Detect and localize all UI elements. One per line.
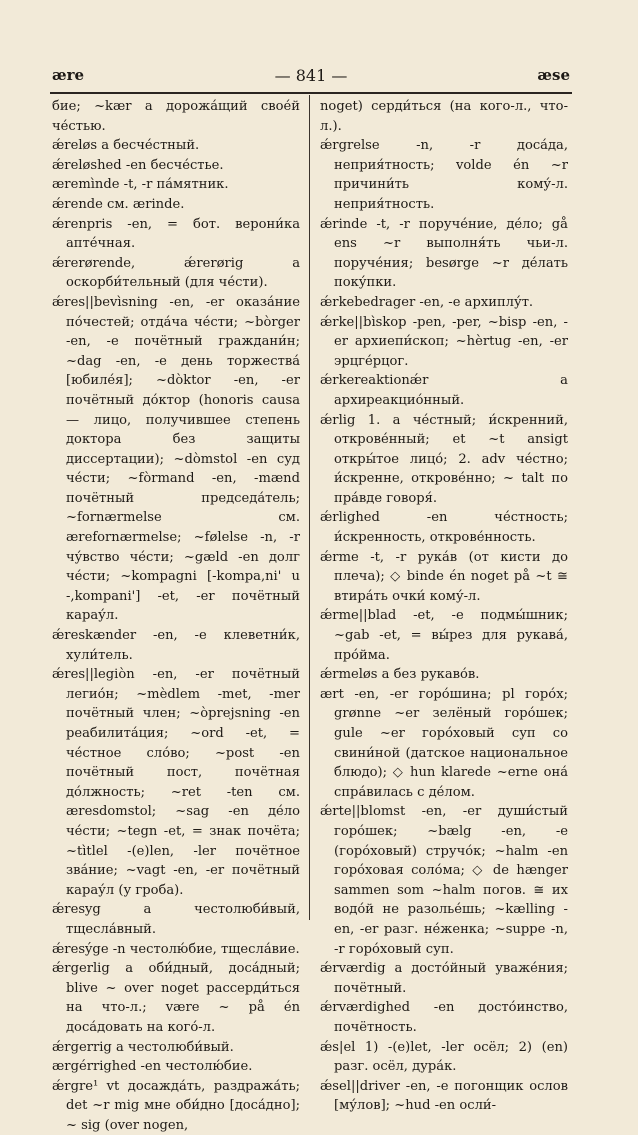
dictionary-entry: бие; ~kær a дорожа́щий свое́й че́стью. [52, 99, 300, 134]
dictionary-entry: ǽrende см. ærinde. [52, 196, 185, 212]
dictionary-entry: ǽrgerrig a честолюби́вый. [52, 1039, 234, 1055]
dictionary-entry: ǽrinde -t, -r поруче́ние, де́ло; gå ens ~r выполня́ть чьи-л. поруче́ния; besørge ~r де́лать поку́пки. [320, 216, 568, 291]
dictionary-entry: ǽres||bevìsning -en, -er оказа́ние по́честей; отда́ча че́сти; ~bòrger -en, -e почётный граждани́н; ~dag -en, -e день торжества́ [юбиле́я]; ~dòktor -en, -er почётный до́ктор (honoris causa — лицо, получившее степень доктора без защиты диссертации); ~dòmstol -en суд че́сти; ~fòrmand -en, -mænd почётный председа́тель; ~fornærmelse см. ærefornærmelse; ~følelse -n, -r чу́вство че́сти; ~gæld -en долг че́сти; ~kompagni [-kompa,ni' u -,kompani'] -et, -er почётный карау́л. [52, 294, 300, 624]
dictionary-entry: ǽresýge -n честолю́бие, тщесла́вие. [52, 941, 300, 957]
page-number: — 841 — [274, 66, 348, 85]
dictionary-entry: ǽrerørende, ǽrerørig a оскорби́тельный (для че́сти). [52, 255, 300, 291]
dictionary-entry: ǽrlighed -en че́стность; и́скренность, открове́нность. [320, 510, 568, 546]
dictionary-entry: ært -en, -er горо́шина; pl горо́х; grønne ~er зелёный горо́шек; gule ~er горо́ховый суп со свини́ной (датское национальное блюдо); ◇ hun klarede ~erne она́ спра́вилась с де́лом. [320, 686, 568, 800]
page-header [52, 66, 570, 88]
dictionary-entry: ǽrmeløs a без рукаво́в. [320, 667, 480, 683]
dictionary-entry: ǽs|el 1) -(e)let, -ler осёл; 2) (en) разг. осёл, дура́к. [320, 1039, 568, 1075]
dictionary-entry: ærgérrighed -en честолю́бие. [52, 1059, 253, 1075]
dictionary-entry: ǽrke||bìskop -pen, -per, ~bisp -en, -er архиепи́скоп; ~hèrtug -en, -er эрцге́рцог. [320, 314, 568, 369]
right-guide-word: æse [537, 66, 570, 84]
dictionary-entry: ǽrgre¹ vt досажда́ть, раздража́ть; det ~r mig мне оби́дно [доса́дно]; ~ sig (over nogen, [52, 1078, 300, 1133]
dictionary-entry: ǽrværdig a досто́йный уваже́ния; почётный. [320, 961, 568, 996]
column-divider [309, 95, 310, 920]
dictionary-entry: ǽsel||driver -en, -e погонщик ослов [му́лов]; ~hud -en осли́- [320, 1078, 568, 1114]
dictionary-entry: ǽrkebedrager -en, -e архиплу́т. [320, 294, 534, 310]
dictionary-entry: ǽrte||blomst -en, -er души́стый горо́шек; ~bælg -en, -e (горо́ховый) стручо́к; ~halm -en горо́ховая соло́ма; ◇ de hænger sammen som ~halm погов. ≅ их водо́й не разолье́шь; ~kælling -en, -er разг. не́женка; ~suppe -n, -r горо́ховый суп. [320, 804, 568, 957]
dictionary-entry: ǽreløs a бесче́стный. [52, 138, 200, 154]
dictionary-entry: ǽrgrelse -n, -r доса́да, неприя́тность; volde én ~r причини́ть кому́-л. неприя́тность. [320, 138, 568, 212]
dictionary-entry: ǽrværdighed -en досто́инство, почётность. [320, 1000, 568, 1035]
dictionary-entry: ǽresyg a честолюби́вый, тщесла́вный. [52, 902, 300, 937]
dictionary-entry: ǽrlig 1. a че́стный; и́скренний, открове́нный; et ~t ansigt откры́тое лицо́; 2. adv че́стно; и́скренне, открове́нно; ~ talt по пра́вде говоря́. [320, 412, 568, 506]
dictionary-entry: ǽrme -t, -r рука́в (от кисти до плеча); ◇ binde én noget på ~t ≅ втира́ть очки́ кому́-л. [320, 549, 568, 604]
dictionary-entry: æremìnde -t, -r па́мятник. [52, 177, 229, 193]
left-column [52, 97, 300, 1135]
header-rule [50, 92, 572, 94]
right-column [320, 97, 568, 1116]
dictionary-entry: ǽrgerlig a оби́дный, доса́дный; blive ~ over noget рассерди́ться на что-л.; være ~ på én доса́довать на кого́-л. [52, 961, 300, 1035]
dictionary-entry: noget) серди́ться (на кого-л., что-л.). [320, 99, 568, 134]
dictionary-entry: ǽrenpris -en, = бот. верони́ка апте́чная. [52, 216, 300, 252]
dictionary-entry: ǽres||legiòn -en, -er почётный легио́н; ~mèdlem -met, -mer почётный член; ~òprejsning -en реабилита́ция; ~ord -et, = че́стное сло́во; ~post -en почётный пост, почётная до́лжность; ~ret -ten см. æresdomstol; ~sag -en де́ло че́сти; ~tegn -et, = знак почёта; ~tìtlel -(e)len, -ler почётное зва́ние; ~vagt -en, -er почётный карау́л (у гроба). [52, 667, 300, 898]
dictionary-entry: ǽrme||blad -et, -e подмы́шник; ~gab -et, = вы́рез для рукава́, про́йма. [320, 608, 568, 663]
dictionary-entry: ǽreskænder -en, -e клеветни́к, хули́тель. [52, 628, 300, 663]
dictionary-entry: ǽrkereaktionǽr a архиреакцио́нный. [320, 373, 568, 408]
dictionary-entry: ǽreløshed -en бесче́стье. [52, 157, 224, 173]
left-guide-word: ære [52, 66, 85, 84]
